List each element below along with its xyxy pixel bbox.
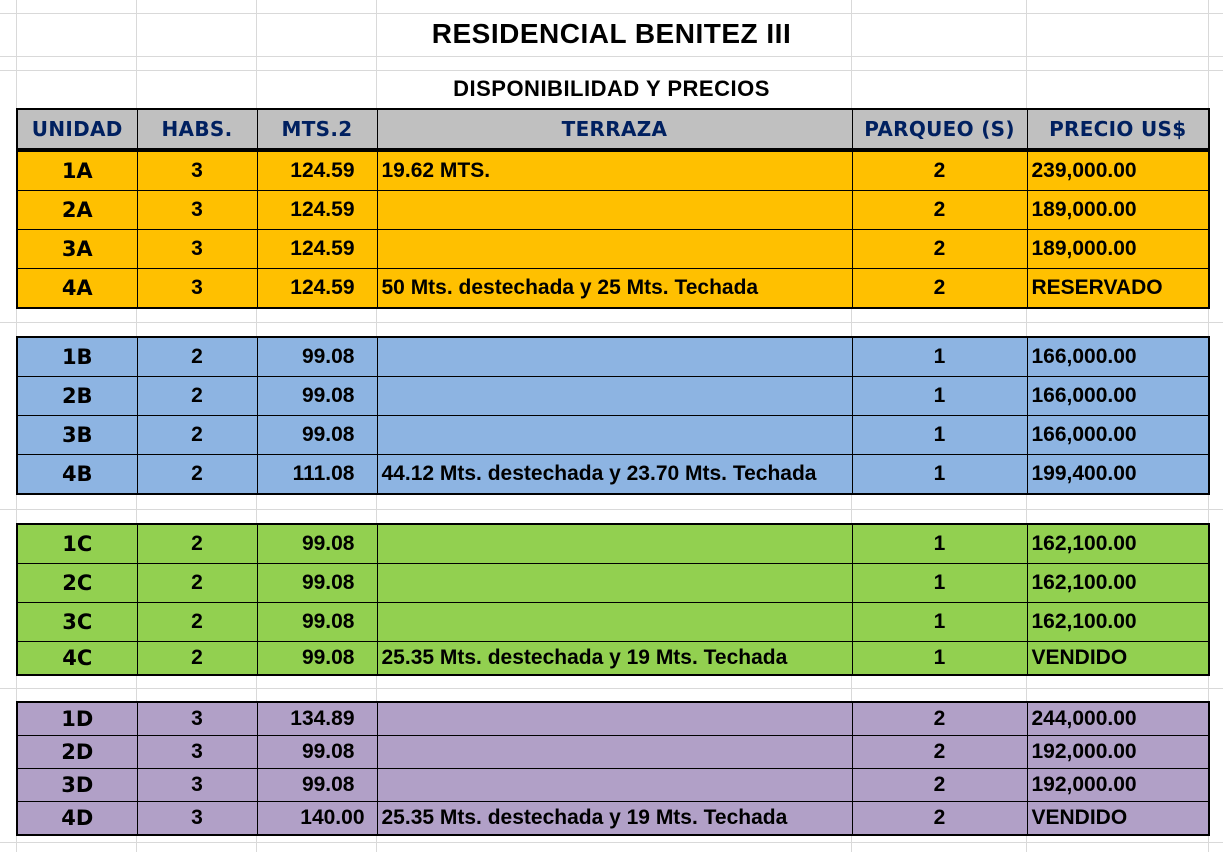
cell-habs[interactable]: 3 <box>137 702 257 736</box>
table-row <box>17 642 1209 676</box>
cell-mts[interactable]: 99.08 <box>257 377 377 416</box>
cell-terraza[interactable] <box>377 377 852 416</box>
cell-unit[interactable]: 1D <box>17 702 137 736</box>
cell-terraza[interactable]: 25.35 Mts. destechada y 19 Mts. Techada <box>377 642 852 676</box>
cell-mts[interactable]: 124.59 <box>257 191 377 230</box>
cell-mts[interactable]: 124.59 <box>257 269 377 309</box>
cell-precio[interactable]: VENDIDO <box>1027 802 1209 836</box>
cell-parqueo[interactable]: 2 <box>852 702 1027 736</box>
table-row <box>17 769 1209 802</box>
cell-unit[interactable]: 3D <box>17 769 137 802</box>
cell-habs[interactable]: 3 <box>137 151 257 191</box>
cell-parqueo[interactable]: 2 <box>852 736 1027 769</box>
cell-precio[interactable]: 166,000.00 <box>1027 416 1209 455</box>
cell-terraza[interactable]: 25.35 Mts. destechada y 19 Mts. Techada <box>377 802 852 836</box>
cell-parqueo[interactable]: 2 <box>852 802 1027 836</box>
cell-parqueo[interactable]: 1 <box>852 416 1027 455</box>
unit-group-c <box>16 523 1210 676</box>
cell-precio[interactable]: 166,000.00 <box>1027 377 1209 416</box>
cell-parqueo[interactable]: 1 <box>852 603 1027 642</box>
cell-terraza[interactable] <box>377 191 852 230</box>
cell-habs[interactable]: 3 <box>137 230 257 269</box>
cell-mts[interactable]: 99.08 <box>257 524 377 564</box>
cell-terraza[interactable] <box>377 337 852 377</box>
unit-group-b <box>16 336 1210 495</box>
table-row <box>17 269 1209 309</box>
cell-mts[interactable]: 140.00 <box>257 802 377 836</box>
table-row <box>17 455 1209 495</box>
cell-mts[interactable]: 124.59 <box>257 151 377 191</box>
table-row <box>17 416 1209 455</box>
cell-mts[interactable]: 99.08 <box>257 416 377 455</box>
cell-terraza[interactable] <box>377 524 852 564</box>
cell-terraza[interactable] <box>377 416 852 455</box>
cell-habs[interactable]: 3 <box>137 769 257 802</box>
header-precio[interactable]: PRECIO US$ <box>1027 109 1209 149</box>
cell-habs[interactable]: 3 <box>137 802 257 836</box>
unit-group-a <box>16 150 1210 309</box>
cell-unit[interactable]: 4D <box>17 802 137 836</box>
cell-unit[interactable]: 1C <box>17 524 137 564</box>
cell-parqueo[interactable]: 1 <box>852 524 1027 564</box>
cell-precio[interactable]: 192,000.00 <box>1027 736 1209 769</box>
header-mts[interactable]: MTS.2 <box>257 109 377 149</box>
cell-parqueo[interactable]: 1 <box>852 337 1027 377</box>
cell-habs[interactable]: 2 <box>137 642 257 676</box>
cell-terraza[interactable] <box>377 702 852 736</box>
cell-unit[interactable]: 3C <box>17 603 137 642</box>
table-row <box>17 377 1209 416</box>
cell-precio[interactable]: 162,100.00 <box>1027 524 1209 564</box>
header-row-table <box>16 108 1210 150</box>
cell-mts[interactable]: 134.89 <box>257 702 377 736</box>
cell-parqueo[interactable]: 2 <box>852 269 1027 309</box>
cell-precio[interactable]: VENDIDO <box>1027 642 1209 676</box>
unit-group-d <box>16 701 1210 836</box>
cell-precio[interactable]: 162,100.00 <box>1027 564 1209 603</box>
cell-unit[interactable]: 4C <box>17 642 137 676</box>
cell-precio[interactable]: 239,000.00 <box>1027 151 1209 191</box>
cell-mts[interactable]: 124.59 <box>257 230 377 269</box>
table-row <box>17 337 1209 377</box>
cell-habs[interactable]: 2 <box>137 377 257 416</box>
cell-terraza[interactable] <box>377 769 852 802</box>
table-row <box>17 603 1209 642</box>
cell-mts[interactable]: 99.08 <box>257 736 377 769</box>
cell-precio[interactable]: RESERVADO <box>1027 269 1209 309</box>
cell-parqueo[interactable]: 2 <box>852 151 1027 191</box>
cell-mts[interactable]: 99.08 <box>257 769 377 802</box>
cell-mts[interactable]: 99.08 <box>257 564 377 603</box>
cell-precio[interactable]: 166,000.00 <box>1027 337 1209 377</box>
cell-precio[interactable]: 192,000.00 <box>1027 769 1209 802</box>
cell-parqueo[interactable]: 1 <box>852 455 1027 495</box>
cell-terraza[interactable] <box>377 230 852 269</box>
cell-precio[interactable]: 189,000.00 <box>1027 191 1209 230</box>
cell-parqueo[interactable]: 1 <box>852 642 1027 676</box>
table-row <box>17 564 1209 603</box>
cell-unit[interactable]: 4A <box>17 269 137 309</box>
cell-terraza[interactable]: 44.12 Mts. destechada y 23.70 Mts. Techada <box>377 455 852 495</box>
header-terraza[interactable]: TERRAZA <box>377 109 852 149</box>
cell-unit[interactable]: 2B <box>17 377 137 416</box>
cell-mts[interactable]: 99.08 <box>257 603 377 642</box>
page-title: RESIDENCIAL BENITEZ III <box>431 18 792 49</box>
table-row <box>17 524 1209 564</box>
cell-habs[interactable]: 3 <box>137 269 257 309</box>
table-row <box>17 191 1209 230</box>
cell-mts[interactable]: 111.08 <box>257 455 377 495</box>
table-row <box>17 230 1209 269</box>
cell-terraza[interactable]: 19.62 MTS. <box>377 151 852 191</box>
table-row <box>17 736 1209 769</box>
cell-unit[interactable]: 3A <box>17 230 137 269</box>
page-subtitle: DISPONIBILIDAD Y PRECIOS <box>453 76 770 101</box>
cell-terraza[interactable] <box>377 564 852 603</box>
cell-unit[interactable]: 1B <box>17 337 137 377</box>
cell-terraza[interactable] <box>377 736 852 769</box>
cell-habs[interactable]: 2 <box>137 455 257 495</box>
cell-terraza[interactable]: 50 Mts. destechada y 25 Mts. Techada <box>377 269 852 309</box>
cell-unit[interactable]: 3B <box>17 416 137 455</box>
cell-habs[interactable]: 2 <box>137 337 257 377</box>
header-row <box>17 109 1209 149</box>
cell-precio[interactable]: 189,000.00 <box>1027 230 1209 269</box>
cell-habs[interactable]: 2 <box>137 524 257 564</box>
cell-habs[interactable]: 2 <box>137 603 257 642</box>
cell-parqueo[interactable]: 2 <box>852 230 1027 269</box>
cell-parqueo[interactable]: 2 <box>852 191 1027 230</box>
table-row <box>17 151 1209 191</box>
table-row <box>17 802 1209 836</box>
cell-unit[interactable]: 4B <box>17 455 137 495</box>
cell-parqueo[interactable]: 1 <box>852 564 1027 603</box>
cell-mts[interactable]: 99.08 <box>257 642 377 676</box>
cell-habs[interactable]: 2 <box>137 564 257 603</box>
cell-habs[interactable]: 3 <box>137 736 257 769</box>
cell-precio[interactable]: 244,000.00 <box>1027 702 1209 736</box>
cell-precio[interactable]: 162,100.00 <box>1027 603 1209 642</box>
cell-terraza[interactable] <box>377 603 852 642</box>
cell-parqueo[interactable]: 2 <box>852 769 1027 802</box>
header-unidad[interactable]: UNIDAD <box>17 109 137 149</box>
cell-parqueo[interactable]: 1 <box>852 377 1027 416</box>
cell-precio[interactable]: 199,400.00 <box>1027 455 1209 495</box>
cell-habs[interactable]: 3 <box>137 191 257 230</box>
cell-habs[interactable]: 2 <box>137 416 257 455</box>
header-parqueo[interactable]: PARQUEO (S) <box>852 109 1027 149</box>
cell-mts[interactable]: 99.08 <box>257 337 377 377</box>
table-row <box>17 702 1209 736</box>
cell-unit[interactable]: 1A <box>17 151 137 191</box>
cell-unit[interactable]: 2D <box>17 736 137 769</box>
header-habs[interactable]: HABS. <box>137 109 257 149</box>
cell-unit[interactable]: 2C <box>17 564 137 603</box>
cell-unit[interactable]: 2A <box>17 191 137 230</box>
